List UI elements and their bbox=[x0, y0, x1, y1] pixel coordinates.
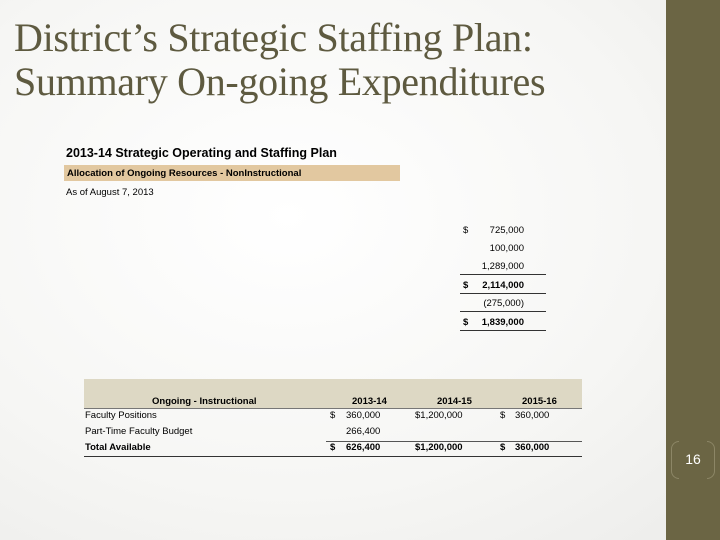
page-number-badge bbox=[671, 441, 715, 479]
slide-title bbox=[14, 16, 654, 104]
value-2015-16: 360,000 bbox=[515, 410, 550, 421]
summary-amount: (275,000) bbox=[483, 298, 524, 309]
currency-2015-16: $ bbox=[500, 410, 506, 421]
slide-title-line-1: District’s Strategic Staffing Plan: bbox=[14, 15, 533, 60]
currency-2013-14: $ bbox=[330, 410, 336, 421]
table-row-total-available bbox=[84, 442, 582, 457]
value-2014-15: $1,200,000 bbox=[415, 442, 463, 453]
summary-currency: $ bbox=[463, 280, 469, 291]
summary-amount: 1,289,000 bbox=[481, 261, 524, 272]
underline bbox=[460, 293, 546, 294]
col-header-2013-14: 2013-14 bbox=[352, 396, 387, 407]
summary-amount: 1,839,000 bbox=[481, 317, 524, 328]
underline bbox=[460, 274, 546, 275]
allocation-header-label: Allocation of Ongoing Resources - NonInstructional bbox=[67, 168, 302, 179]
summary-currency: $ bbox=[463, 317, 469, 328]
value-2013-14: 626,400 bbox=[346, 442, 381, 453]
underline bbox=[460, 311, 546, 312]
slide-title-line-2: Summary On-going Expenditures bbox=[14, 59, 546, 104]
table-row-part-time-faculty bbox=[84, 426, 582, 441]
value-2013-14: 266,400 bbox=[346, 426, 381, 437]
currency-2013-14: $ bbox=[330, 442, 336, 453]
page-number: 16 bbox=[685, 451, 701, 467]
as-of-date: As of August 7, 2013 bbox=[66, 187, 154, 198]
col-header-category: Ongoing - Instructional bbox=[152, 396, 257, 407]
col-header-2014-15: 2014-15 bbox=[437, 396, 472, 407]
summary-amount: 2,114,000 bbox=[482, 280, 524, 291]
value-2013-14: 360,000 bbox=[346, 410, 381, 421]
underline bbox=[460, 330, 546, 331]
row-label: Faculty Positions bbox=[85, 410, 157, 421]
row-label: Total Available bbox=[85, 442, 151, 453]
table-row-faculty-positions bbox=[84, 410, 582, 425]
summary-amount: 725,000 bbox=[489, 225, 524, 236]
summary-amount: 100,000 bbox=[489, 243, 524, 254]
value-2014-15: $1,200,000 bbox=[415, 410, 463, 421]
summary-currency: $ bbox=[463, 225, 469, 236]
col-header-2015-16: 2015-16 bbox=[522, 396, 557, 407]
total-bottom-rule bbox=[84, 456, 582, 457]
plan-title: 2013-14 Strategic Operating and Staffing Plan bbox=[66, 146, 337, 160]
row-label: Part-Time Faculty Budget bbox=[85, 426, 193, 437]
value-2015-16: 360,000 bbox=[515, 442, 550, 453]
currency-2015-16: $ bbox=[500, 442, 506, 453]
